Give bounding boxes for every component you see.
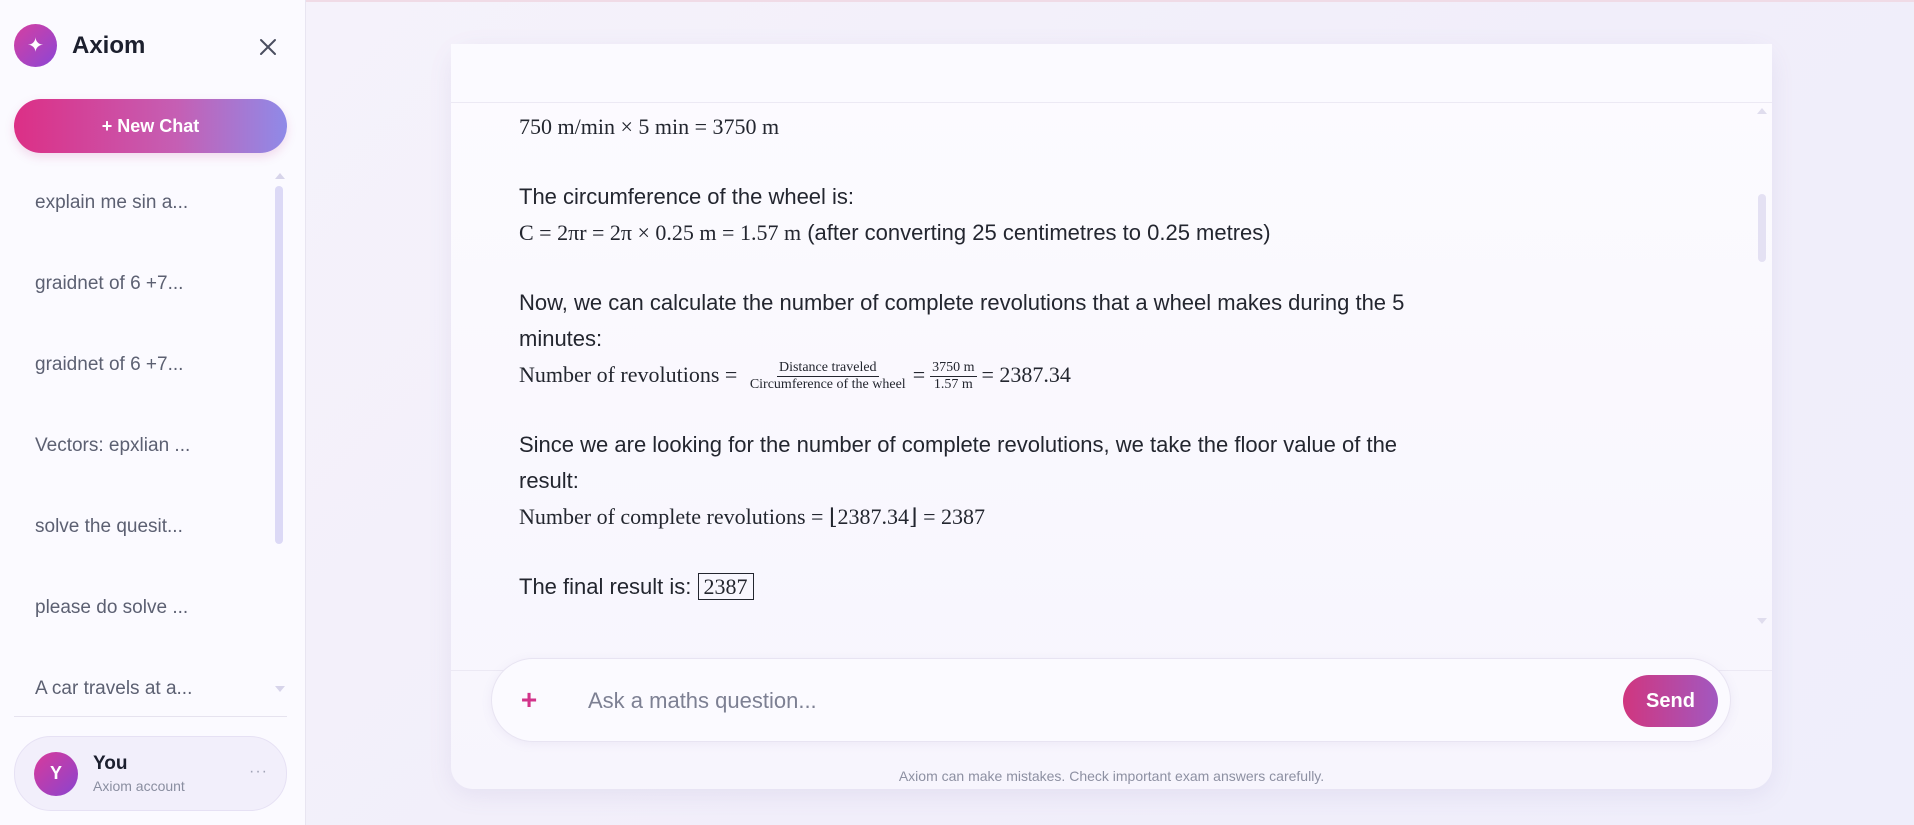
user-account-card[interactable] — [14, 736, 287, 811]
message-area — [451, 103, 1772, 671]
fraction-denominator: 1.57 m — [933, 377, 973, 393]
revolutions-lhs: Number of revolutions = — [519, 362, 738, 387]
chat-history-item[interactable]: graidnet of 6 +7... — [35, 273, 184, 294]
chat-history-item[interactable]: explain me sin a... — [35, 192, 189, 213]
fraction-denominator: Circumference of the wheel — [749, 377, 906, 393]
new-chat-button[interactable]: + New Chat — [14, 99, 287, 153]
chat-panel-header — [451, 44, 1772, 103]
message-composer — [491, 658, 1731, 742]
assistant-message — [519, 73, 1439, 605]
sidebar-divider — [14, 716, 287, 717]
disclaimer-text: Axiom can make mistakes. Check important exam answers carefully. — [898, 768, 1325, 784]
floor-intro: Since we are looking for the number of complete revolutions, we take the floor value of the result: — [519, 432, 1398, 494]
value-fraction — [930, 360, 976, 393]
chat-history-item[interactable]: A car travels at a... — [35, 678, 193, 699]
question-input[interactable] — [588, 681, 1548, 721]
chat-history-item[interactable]: Vectors: epxlian ... — [35, 435, 191, 456]
fraction-numerator: Distance traveled — [778, 360, 877, 376]
send-button[interactable]: Send — [1623, 675, 1718, 727]
revolutions-intro: Now, we can calculate the number of complete revolutions that a wheel makes during the 5 minutes: — [519, 290, 1405, 351]
chat-scroll-up-arrow[interactable] — [1757, 108, 1767, 114]
sparkle-logo-icon: ✦ — [14, 24, 57, 67]
final-result-value: 2387 — [698, 573, 754, 600]
plus-icon[interactable]: + — [520, 684, 538, 715]
chat-history-item[interactable]: graidnet of 6 +7... — [35, 354, 184, 375]
avatar: Y — [34, 752, 78, 796]
sidebar-scroll-up-arrow[interactable] — [275, 173, 285, 179]
final-result-line — [519, 569, 1439, 605]
sidebar — [0, 0, 306, 825]
app-name: Axiom — [72, 31, 146, 59]
chat-scrollbar-thumb[interactable] — [1758, 194, 1766, 262]
close-sidebar-button[interactable] — [254, 33, 282, 61]
revolutions-result: = 2387.34 — [981, 362, 1071, 387]
circumference-intro: The circumference of the wheel is: — [519, 184, 855, 209]
user-account-label: Axiom account — [93, 778, 185, 794]
more-options-icon[interactable]: ··· — [249, 763, 268, 780]
fraction-numerator: 3750 m — [932, 360, 975, 376]
brand — [14, 24, 145, 67]
final-result-label: The final result is: — [519, 574, 698, 600]
sidebar-scrollbar-thumb[interactable] — [275, 186, 283, 544]
chat-history-item[interactable]: please do solve ... — [35, 597, 189, 618]
close-icon — [258, 37, 278, 57]
circumference-equation: C = 2πr = 2π × 0.25 m = 1.57 m — [519, 220, 802, 245]
floor-equation: Number of complete revolutions = ⌊2387.34⌋ = 2387 — [519, 504, 986, 530]
chat-panel — [451, 44, 1772, 789]
user-name: You — [93, 753, 128, 774]
circumference-note: (after converting 25 centimetres to 0.25 metres) — [801, 220, 1271, 245]
distance-equation: 750 m/min × 5 min = 3750 m — [519, 114, 780, 139]
chat-history-list — [14, 170, 274, 715]
chat-history-item[interactable]: solve the quesit... — [35, 516, 183, 537]
revolutions-equation: Number of revolutions = $\frac{\text{Distance traveled}}{\text{Circumference of the wheel}}$ = $\frac{3750 m}{1.57 m}$ = 2387.34 — [519, 360, 1071, 393]
sidebar-scroll-down-arrow[interactable] — [275, 686, 285, 692]
distance-over-circumference-fraction — [748, 360, 908, 393]
user-info — [93, 753, 185, 794]
chat-scroll-down-arrow[interactable] — [1757, 618, 1767, 624]
